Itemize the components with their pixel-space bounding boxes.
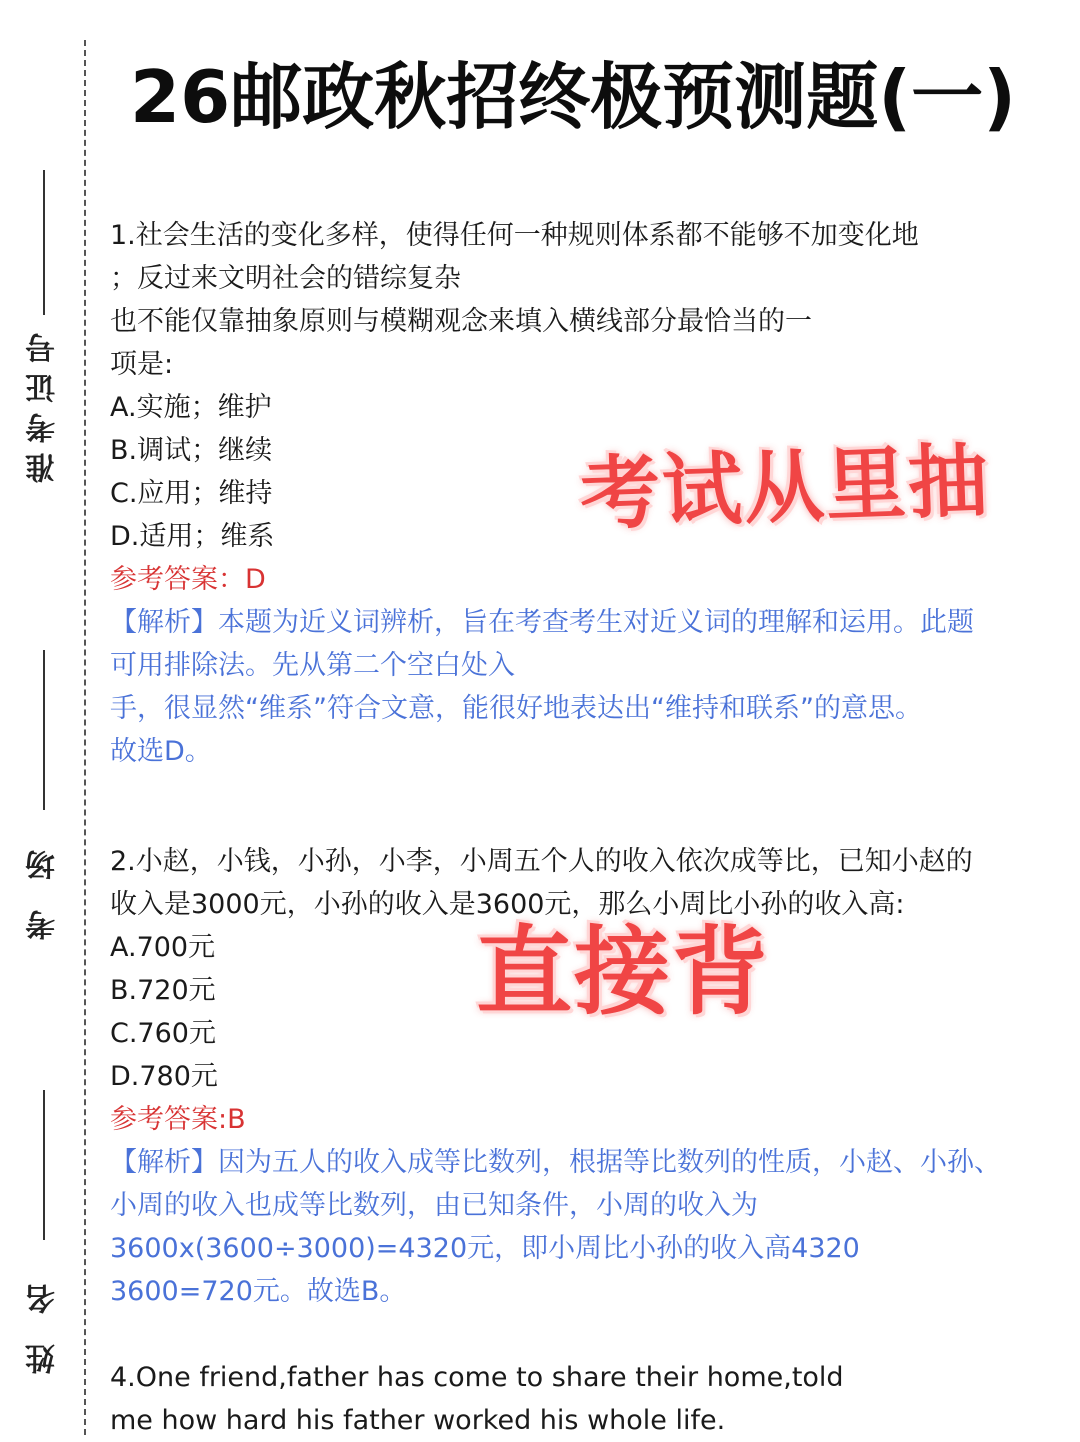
option-a: A.700元 [110,932,216,963]
analysis-line: 可用排除法。先从第二个空白处入 [110,650,515,681]
analysis-line: 小周的收入也成等比数列，由已知条件，小周的收入为 [110,1190,758,1221]
option-b: B.720元 [110,975,216,1006]
option-d: D.适用；维系 [110,521,275,552]
question-stem-line: 4.One friend,father has come to share their home,told [110,1362,844,1393]
spacer [110,773,1055,816]
question-content [110,214,1055,1442]
reference-answer: 参考答案:B [110,1104,246,1135]
question-stem-line: 收入是3000元，小孙的收入是3600元，那么小周比小孙的收入高: [110,889,905,920]
stamp-memorize: 直接背 [476,916,770,1028]
side-field-underline [43,650,45,810]
question-stem-line: 项是: [110,349,174,380]
question-stem-line: 也不能仅靠抽象原则与模糊观念来填入横线部分最恰当的一 [110,306,812,337]
side-field-exam-number [22,170,66,483]
analysis-line: 3600=720元。故选B。 [110,1276,407,1307]
option-d: D.780元 [110,1061,218,1092]
side-label-exam-number: 准考证号 [26,323,61,483]
question-stem-line: 1.社会生活的变化多样，使得任何一种规则体系都不能够不加变化地 [110,220,919,251]
analysis-line: 手，很显然“维系”符合文意，能很好地表达出“维持和联系”的意思。 [110,693,922,724]
question-block [110,1356,1055,1442]
side-label-exam-room: 考场 [26,820,61,940]
analysis-line: 【解析】本题为近义词辨析，旨在考查考生对近义词的理解和运用。此题 [110,607,974,638]
stamp-exam-draw: 考试从里抽 [578,433,992,542]
side-field-name [22,1090,66,1374]
option-c: C.应用；维持 [110,478,273,509]
side-field-underline [43,170,45,315]
side-field-underline [43,1090,45,1240]
option-a: A.实施；维护 [110,392,272,423]
side-field-exam-room [22,650,66,940]
analysis-line: 【解析】因为五人的收入成等比数列，根据等比数列的性质，小赵、小孙、 [110,1147,1001,1178]
side-label-name: 姓名 [26,1254,61,1374]
question-stem-line: ；反过来文明社会的错综复杂 [110,263,461,294]
question-stem-line: 2.小赵，小钱，小孙，小李，小周五个人的收入依次成等比，已知小赵的 [110,846,973,877]
analysis-line: 3600x(3600÷3000)=4320元，即小周比小孙的收入高4320 [110,1233,860,1264]
spacer [110,816,1055,840]
question-block [110,840,1055,1313]
page-title: 26邮政秋招终极预测题(一) [130,55,1017,139]
question-stem-line: me how hard his father worked his whole life. [110,1405,726,1436]
option-c: C.760元 [110,1018,216,1049]
option-b: B.调试；继续 [110,435,273,466]
analysis-line: 故选D。 [110,736,212,767]
reference-answer: 参考答案：D [110,564,266,595]
spacer [110,1313,1055,1356]
binding-dashed-line [84,40,86,1435]
